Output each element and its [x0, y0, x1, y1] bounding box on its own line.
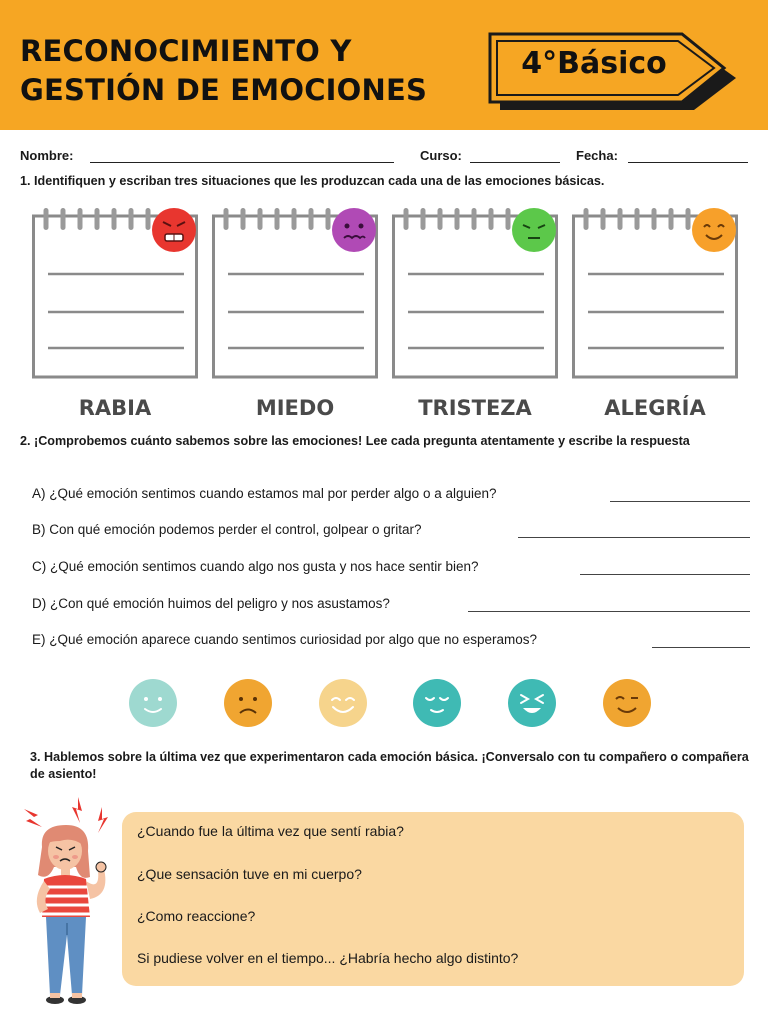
scared-face-icon — [330, 206, 378, 254]
answer-line-c[interactable] — [580, 574, 750, 575]
section2-instruction: 2. ¡Comprobemos cuánto sabemos sobre las emociones! Lee cada pregunta atentamente y escribe la respuesta — [20, 434, 690, 448]
happy-face-icon — [690, 206, 738, 254]
emotion-label: ALEGRÍA — [604, 396, 706, 420]
question-e — [32, 632, 750, 652]
emotion-label: TRISTEZA — [418, 396, 532, 420]
reflection-box — [122, 812, 744, 986]
grinning-face-icon[interactable] — [318, 678, 368, 728]
answer-line-e[interactable] — [652, 647, 750, 648]
answer-line-d[interactable] — [468, 611, 750, 612]
title-line-2: GESTIÓN DE EMOCIONES — [20, 73, 428, 107]
smiling-face-icon[interactable] — [128, 678, 178, 728]
name-field[interactable] — [90, 162, 394, 163]
winking-face-icon[interactable] — [602, 678, 652, 728]
worksheet-title — [20, 32, 427, 110]
emotion-label: MIEDO — [255, 396, 335, 420]
notebook-card — [32, 208, 197, 378]
notebook-card — [392, 208, 557, 378]
reflection-prompt-3: ¿Como reaccione? — [137, 908, 256, 924]
header-banner — [0, 0, 768, 130]
name-label: Nombre: — [20, 148, 74, 163]
angry-girl-illustration — [20, 795, 120, 1013]
question-text: B) Con qué emoción podemos perder el control, golpear o gritar? — [32, 522, 422, 537]
sad-face-icon[interactable] — [223, 678, 273, 728]
reflection-prompt-4: Si pudiese volver en el tiempo... ¿Habría hecho algo distinto? — [137, 950, 519, 966]
course-label: Curso: — [420, 148, 462, 163]
grade-label: 4°Básico — [521, 46, 667, 81]
reflection-prompt-1: ¿Cuando fue la última vez que sentí rabia? — [137, 823, 404, 839]
question-a — [32, 486, 750, 506]
question-text: D) ¿Con qué emoción huimos del peligro y nos asustamos? — [32, 596, 390, 611]
sad-face-icon — [510, 206, 558, 254]
question-text: E) ¿Qué emoción aparece cuando sentimos curiosidad por algo que no esperamos? — [32, 632, 538, 647]
title-line-1: RECONOCIMIENTO Y — [20, 34, 352, 68]
student-fields — [20, 146, 750, 168]
course-field[interactable] — [470, 162, 560, 163]
answer-line-a[interactable] — [610, 501, 750, 502]
question-text: A) ¿Qué emoción sentimos cuando estamos mal por perder algo o a alguien? — [32, 486, 497, 501]
date-label: Fecha: — [576, 148, 618, 163]
notebook-card — [572, 208, 737, 378]
angry-face-icon — [150, 206, 198, 254]
answer-line-b[interactable] — [518, 537, 750, 538]
section3-instruction: 3. Hablemos sobre la última vez que experimentaron cada emoción básica. ¡Conversalo con tu compañero o compañera de asiento! — [30, 750, 749, 781]
question-text: C) ¿Qué emoción sentimos cuando algo nos gusta y nos hace sentir bien? — [32, 559, 479, 574]
laughing-face-icon[interactable] — [507, 678, 557, 728]
question-d — [32, 596, 750, 616]
reflection-prompt-2: ¿Que sensación tuve en mi cuerpo? — [137, 866, 362, 882]
section1-instruction: 1. Identifiquen y escriban tres situaciones que les produzcan cada una de las emociones básicas. — [20, 174, 605, 188]
emotion-label: RABIA — [78, 396, 152, 420]
question-b — [32, 522, 750, 542]
date-field[interactable] — [628, 162, 748, 163]
calm-face-icon[interactable] — [412, 678, 462, 728]
question-c — [32, 559, 750, 579]
notebook-card — [212, 208, 377, 378]
